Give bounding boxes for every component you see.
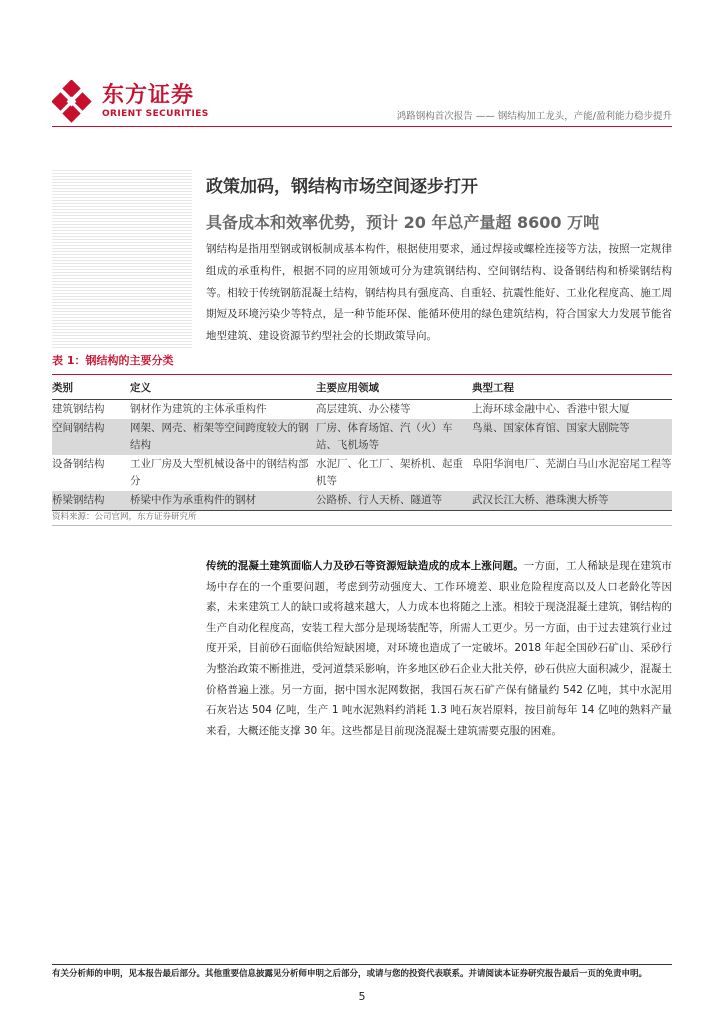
header-category: 类别 <box>52 378 130 400</box>
header-definition: 定义 <box>130 378 316 400</box>
decorative-side-pattern <box>52 170 192 350</box>
header-projects: 典型工程 <box>472 378 672 400</box>
orient-securities-logo-icon <box>52 80 96 124</box>
table-cell: 网架、网壳、桁架等空间跨度较大的钢结构 <box>130 419 316 455</box>
source-divider <box>52 525 672 526</box>
section-title: 政策加码，钢结构市场空间逐步打开 <box>206 177 478 197</box>
table-cell: 空间钢结构 <box>52 419 130 455</box>
cost-paragraph-body: 一方面，工人稀缺是现在建筑市场中存在的一个重要问题，考虑到劳动强度大、工作环境差、职业危险程度高以及人口老龄化等因素，未来建筑工人的缺口或将越来越大，人力成本也将随之上涨。相较于现浇混凝土建筑，钢结构的生产自动化程度高，安装工程大部分是现场装配等，所需人工更少。另一方面，由于过去建筑行业过度开采，目前砂石面临供给短缺困境，对环境也造成了一定破坏。2018 年起全国砂石矿山、采砂行为整治政策不断推进，受河道禁采影响，许多地区砂石企业大批关停，砂石供应大面积减少，混凝土价格普遍上涨。另一方面，据中国水泥网数据，我国石灰石矿产保有储量约 542 亿吨，其中水泥用石灰岩达 504 亿吨，生产 1 吨水泥熟料约消耗 1.3 吨石灰岩原料，按目前每年 14 亿吨的熟料产量来看，大概还能支撑 30 年。这些都是目前现浇混凝土建筑需要克服的困难。 <box>206 560 673 737</box>
table-top-rule <box>52 374 672 375</box>
table-cell: 高层建筑、办公楼等 <box>316 403 411 415</box>
table-cell: 鸟巢、国家体育馆、国家大剧院等 <box>472 419 672 455</box>
running-header: 鸿路钢构首次报告 —— 钢结构加工龙头，产能/盈利能力稳步提升 <box>396 111 672 122</box>
table-header-row <box>52 378 672 400</box>
table-cell: 建筑钢结构 <box>52 403 105 415</box>
logo-english-name: ORIENT SECURITIES <box>102 109 209 119</box>
company-logo <box>52 80 212 124</box>
footer-divider <box>52 964 672 965</box>
header-divider <box>52 126 672 127</box>
table-cell: 桥梁中作为承重构件的钢材 <box>130 491 316 511</box>
footer-disclaimer: 有关分析师的申明，见本报告最后部分。其他重要信息披露见分析师申明之后部分，或请与您的投资代表联系。并请阅读本证券研究报告最后一页的免责申明。 <box>52 969 648 979</box>
intro-paragraph: 钢结构是指用型钢或钢板制成基本构件，根据使用要求，通过焊接或螺栓连接等方法，按照一定规律组成的承重构件，根据不同的应用领域可分为建筑钢结构、空间钢结构、设备钢结构和桥梁钢结构等。相较于传统钢筋混凝土结构，钢结构具有强度高、自重轻、抗震性能好、工业化程度高、施工周期短及环境污染少等特点，是一种节能环保、能循环使用的绿色建筑结构，符合国家大力发展节能省地型建筑、建设资源节约型社会的长期政策导向。 <box>206 243 672 343</box>
table-cell: 阜阳华润电厂、芜湖白马山水泥窑尾工程等 <box>472 458 672 470</box>
table-row <box>52 419 672 455</box>
table-row <box>52 400 672 420</box>
table-cell: 武汉长江大桥、港珠澳大桥等 <box>472 491 672 511</box>
table-cell: 上海环球金融中心、香港中银大厦 <box>472 403 630 415</box>
steel-structure-classification-table <box>52 378 672 511</box>
table-cell: 设备钢结构 <box>52 458 105 470</box>
cost-paragraph <box>206 556 672 741</box>
table-cell: 工业厂房及大型机械设备中的钢结构部分 <box>130 458 309 487</box>
page-number: 5 <box>358 990 366 1003</box>
section-subtitle: 具备成本和效率优势，预计 20 年总产量超 8600 万吨 <box>206 213 600 232</box>
table-cell: 厂房、体育场馆、汽（火）车站、飞机场等 <box>316 419 472 455</box>
table-row <box>52 491 672 511</box>
table-cell: 公路桥、行人天桥、隧道等 <box>316 491 472 511</box>
table-cell: 钢材作为建筑的主体承重构件 <box>130 403 267 415</box>
table-source-note: 资料来源：公司官网，东方证券研究所 <box>52 512 197 522</box>
logo-chinese-name: 东方证券 <box>102 83 195 108</box>
header-application: 主要应用领域 <box>316 378 472 400</box>
cost-paragraph-lead: 传统的混凝土建筑面临人力及砂石等资源短缺造成的成本上涨问题。 <box>206 560 524 572</box>
table-cell: 水泥厂、化工厂、架桥机、起重机等 <box>316 458 463 487</box>
table-row <box>52 455 672 491</box>
table-caption: 表 1：钢结构的主要分类 <box>52 354 174 367</box>
table-cell: 桥梁钢结构 <box>52 491 130 511</box>
